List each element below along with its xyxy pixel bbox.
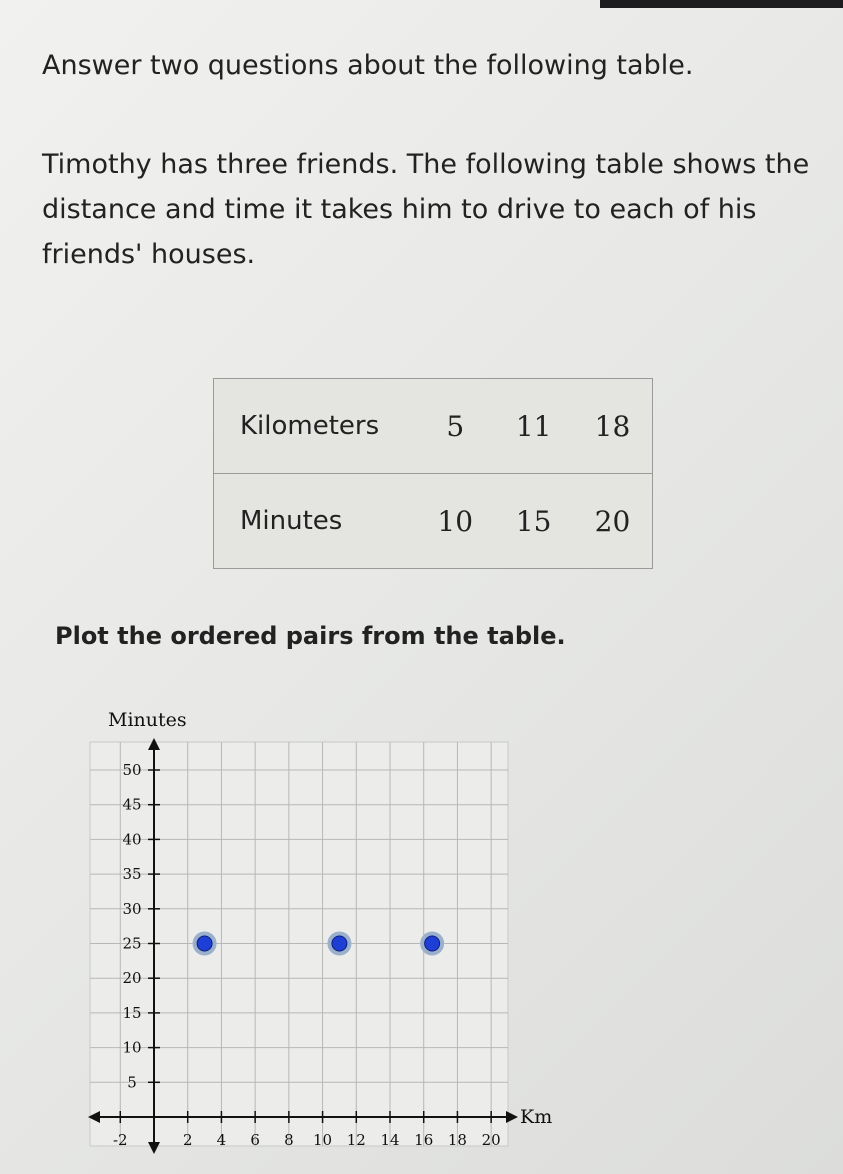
table-row-label: Minutes bbox=[240, 506, 343, 536]
x-tick-label: 6 bbox=[250, 1131, 260, 1149]
x-tick-label: 2 bbox=[182, 1131, 193, 1149]
table-cell: 10 bbox=[437, 504, 474, 538]
y-axis-down-arrow-icon bbox=[148, 1142, 160, 1154]
y-tick-label: 15 bbox=[122, 1003, 142, 1022]
y-tick-label: 10 bbox=[122, 1038, 142, 1057]
x-tick-label: 10 bbox=[313, 1131, 333, 1149]
problem-text: Timothy has three friends. The following table shows the distance and time it takes him to drive to each of his friends' houses. bbox=[42, 149, 810, 270]
y-tick-label: 40 bbox=[122, 830, 142, 849]
point-marker bbox=[425, 936, 440, 951]
coordinate-plane[interactable] bbox=[0, 690, 843, 1174]
table-cell: 20 bbox=[594, 504, 631, 538]
intro-text: Answer two questions about the following table. bbox=[42, 50, 694, 81]
x-tick-label: 14 bbox=[380, 1131, 400, 1149]
plot-instruction: Plot the ordered pairs from the table. bbox=[55, 622, 566, 650]
y-tick-label: 45 bbox=[122, 795, 142, 814]
plotted-point[interactable] bbox=[327, 932, 351, 956]
x-tick-label: 20 bbox=[481, 1131, 501, 1149]
y-tick-label: 35 bbox=[122, 865, 142, 884]
table-cell: 18 bbox=[573, 379, 653, 474]
table-cell: 11 bbox=[494, 379, 572, 474]
x-tick-label: 18 bbox=[447, 1131, 467, 1149]
x-axis-label: Km bbox=[520, 1106, 553, 1128]
point-marker bbox=[197, 936, 212, 951]
distance-time-table bbox=[213, 378, 653, 569]
x-tick-label: 12 bbox=[346, 1131, 366, 1149]
table-row-kilometers bbox=[214, 379, 653, 474]
x-tick-label: 8 bbox=[284, 1131, 294, 1149]
y-tick-label: 5 bbox=[127, 1073, 137, 1092]
point-marker bbox=[332, 936, 347, 951]
plotted-point[interactable] bbox=[193, 932, 217, 956]
y-tick-label: 50 bbox=[122, 761, 142, 779]
y-tick-label: 20 bbox=[122, 969, 142, 988]
x-tick-label: -2 bbox=[112, 1131, 128, 1149]
y-tick-label: 30 bbox=[122, 899, 142, 918]
table-cell: 5 bbox=[416, 379, 494, 474]
table-cell: 15 bbox=[515, 504, 552, 538]
x-tick-label: 16 bbox=[414, 1131, 434, 1149]
x-axis-arrow-icon bbox=[506, 1111, 518, 1123]
x-tick-label: 4 bbox=[216, 1131, 227, 1149]
table-row-minutes bbox=[214, 474, 653, 569]
y-axis-label: Minutes bbox=[108, 709, 187, 731]
table-row-label: Kilometers bbox=[214, 379, 417, 474]
screen-bezel bbox=[600, 0, 843, 8]
y-tick-label: 25 bbox=[122, 934, 142, 953]
plotted-point[interactable] bbox=[420, 932, 444, 956]
